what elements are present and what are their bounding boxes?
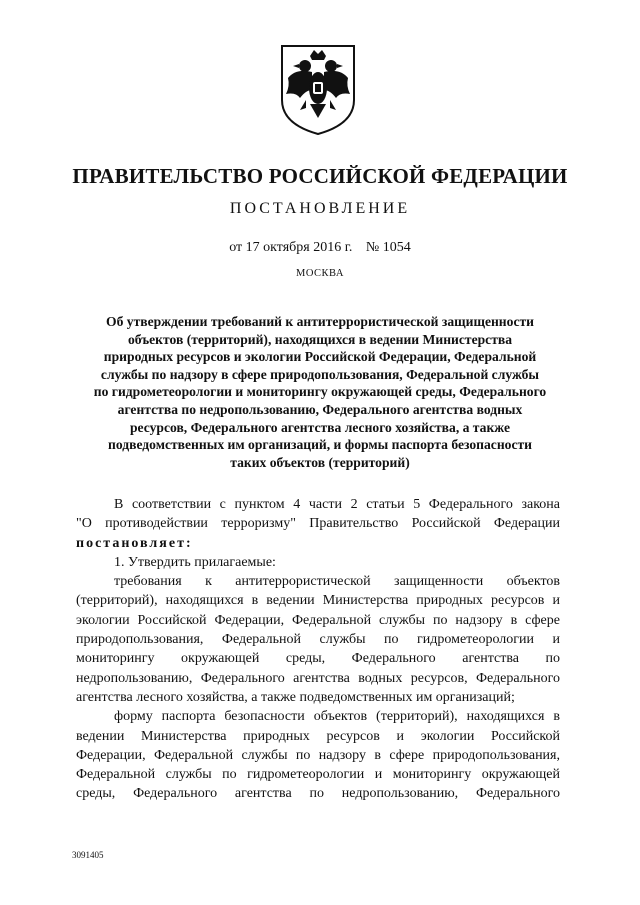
heading-line: природных ресурсов и экологии Российской Федерации, Федеральной xyxy=(103,349,537,365)
body-line: ведении Министерства природных ресурсов и экологии Российской xyxy=(76,728,560,744)
body-line: мониторингу окружающей среды, Федерального агентства по xyxy=(76,651,560,667)
heading-line: таких объектов (территорий) xyxy=(230,454,410,470)
document-type: ПОСТАНОВЛЕНИЕ xyxy=(229,200,411,217)
document-city: МОСКВА xyxy=(296,268,344,279)
heading-line: агентства по недропользованию, Федерального агентства водных xyxy=(117,401,523,417)
decree-word: постановляет: xyxy=(76,535,193,551)
document-heading xyxy=(78,313,562,471)
heading-line: службы по надзору в сфере природопользования, Федеральной службы xyxy=(100,366,540,382)
body-line: природопользования, Федеральной службы по гидрометеорологии и xyxy=(76,632,560,648)
item-1: 1. Утвердить прилагаемые: xyxy=(114,554,276,570)
body-line: Федерации, Федеральной службы по надзору в сфере природопользования, xyxy=(76,747,560,763)
body-line: "О противодействии терроризму" Правительство Российской Федерации xyxy=(76,516,560,532)
body-line: (территорий), находящихся в ведении Министерства природных ресурсов и xyxy=(76,593,560,609)
body-line: форму паспорта безопасности объектов (территорий), находящихся в xyxy=(114,709,560,725)
body-line: агентства лесного хозяйства, а также подведомственных им организаций; xyxy=(76,689,515,705)
body-line: В соответствии с пунктом 4 части 2 статьи 5 Федерального закона xyxy=(114,497,560,512)
heading-line: объектов (территорий), находящихся в ведении Министерства xyxy=(127,331,513,347)
document-body xyxy=(76,495,560,804)
heading-line: по гидрометеорологии и мониторингу окружающей среды, Федерального xyxy=(93,384,547,400)
document-code: 3091405 xyxy=(72,850,104,860)
document-date: от 17 октября 2016 г. xyxy=(229,240,353,255)
heading-line: ресурсов, Федерального агентства лесного хозяйства, а также xyxy=(129,419,510,435)
double-headed-eagle-icon xyxy=(276,42,360,138)
heading-line: подведомственных им организаций, и формы паспорта безопасности xyxy=(107,437,532,453)
document-date-line xyxy=(0,240,640,256)
document-number: 1054 xyxy=(382,240,411,255)
coat-of-arms-emblem xyxy=(276,42,360,138)
body-line: требования к антитеррористической защищенности объектов xyxy=(114,574,560,590)
body-line: Федеральной службы по гидрометеорологии и мониторингу окружающей xyxy=(76,767,560,783)
heading-line: Об утверждении требований к антитеррористической защищенности xyxy=(106,314,534,329)
number-sign: № xyxy=(365,240,380,255)
body-line: экологии Российской Федерации, Федеральной службы по надзору в сфере xyxy=(76,612,560,628)
body-line: среды, Федерального агентства по недропользованию, Федерального xyxy=(76,786,560,802)
government-title: ПРАВИТЕЛЬСТВО РОССИЙСКОЙ ФЕДЕРАЦИИ xyxy=(72,164,568,188)
body-line: недропользованию, Федерального агентства водных ресурсов, Федерального xyxy=(76,670,560,686)
